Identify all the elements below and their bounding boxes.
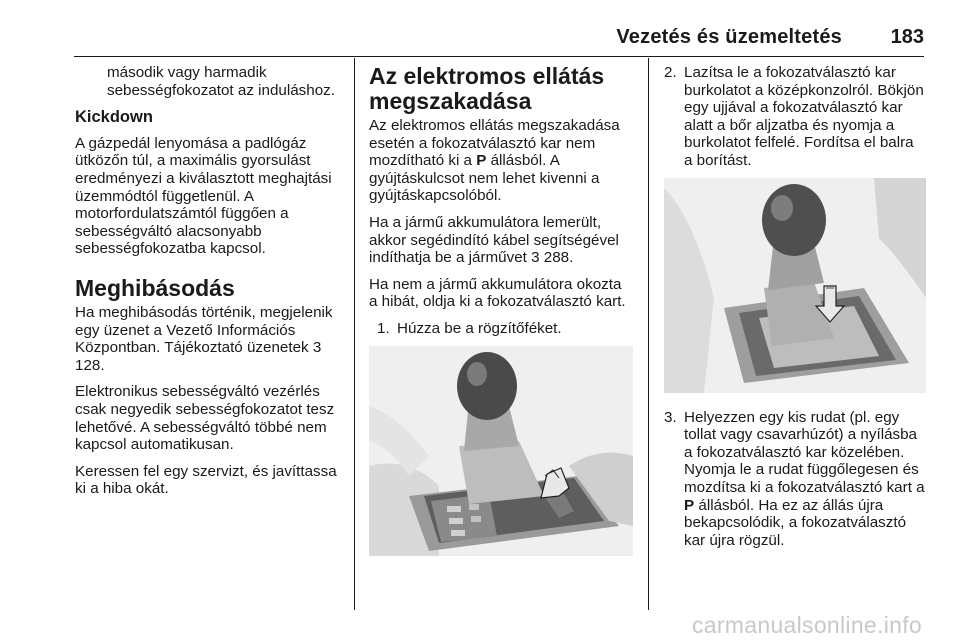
column-divider — [354, 58, 355, 610]
page-header — [0, 0, 960, 60]
step-1 — [369, 320, 633, 338]
power-paragraph-3: Ha nem a jármű akkumulátora okozta a hibát, oldja ki a fokozatválasztó kart. — [369, 275, 626, 311]
step-text: Helyezzen egy kis rudat (pl. egy tollat vagy csavarhúzót) a nyílásba a fokozatválasztó kar közelében. Nyomja le a rudat függőlegesen és mozdítsa ki a fokozatválasztó kart a P állásból. Ha ez az állás újra bekapcsolódik, a fokozatválasztó kar újra rögzül. — [684, 408, 925, 549]
gear-selector-illustration — [369, 346, 633, 556]
position-p-label: P — [684, 496, 695, 514]
site-watermark: carmanualsonline.info — [691, 612, 922, 638]
power-failure-heading: Az elektromos ellátás megszakadása — [369, 63, 605, 114]
section-title: Vezetés és üzemeltetés — [616, 26, 842, 48]
column-left — [75, 64, 347, 507]
page-number: 183 — [890, 26, 924, 48]
fault-heading: Meghibásodás — [75, 274, 235, 301]
kickdown-heading: Kickdown — [75, 108, 153, 127]
column-right — [664, 64, 926, 557]
page-reference: 3 128. — [75, 339, 322, 374]
header-rule — [74, 56, 924, 57]
kickdown-paragraph: A gázpedál lenyomása a padlógáz ütközőn túl, a maximális gyorsulást eredményezi a kiválasztott meghajtási üzemmódtól függetlenül. A motorfordulatszámtól függően a sebességváltó alacsonyabb sebességfokozatba kapcsol. — [75, 134, 332, 258]
power-paragraph-1: Az elektromos ellátás megszakadása esetén a fokozatválasztó kar nem mozdítható ki a P állásból. A gyújtáskulcsot nem lehet kivenni a gyújtáskapcsolóból. — [369, 117, 620, 205]
fault-paragraph-3: Keressen fel egy szervizt, és javíttassa ki a hiba okát. — [75, 462, 337, 498]
step-number: 2. — [664, 64, 677, 81]
step-text: Húzza be a rögzítőféket. — [397, 319, 562, 337]
intro-text: második vagy harmadik sebességfokozatot az induláshoz. — [107, 64, 335, 99]
step-2 — [664, 64, 926, 170]
fault-paragraph-2: Elektronikus sebességváltó vezérlés csak negyedik sebességfokozatot tesz lehetővé. A sebességváltó többé nem kapcsol automatikusan. — [75, 383, 335, 454]
step-number: 3. — [664, 408, 677, 426]
position-p-label: P — [476, 152, 487, 170]
column-middle — [369, 64, 633, 556]
fault-paragraph-1: Ha meghibásodás történik, megjelenik egy üzenet a Vezető Információs Központban. Tájékoztató üzenetek 3 128. — [75, 303, 333, 374]
step-text: Lazítsa le a fokozatválasztó kar burkolatot a középkonzolról. Bökjön egy ujjával a fokozatválasztó kar alatt a bőr aljzatba és nyomja a burkolatot felfelé. Fordítsa el balra a borítást. — [684, 64, 924, 169]
column-divider — [648, 58, 649, 610]
step-number: 1. — [377, 319, 390, 337]
power-paragraph-2: Ha a jármű akkumulátora lemerült, akkor segédindító kábel segítségével indíthatja be a járművet 3 288. — [369, 213, 619, 267]
gear-cover-illustration — [664, 178, 926, 393]
step-3 — [664, 409, 926, 550]
page-reference: 3 288. — [531, 249, 574, 267]
